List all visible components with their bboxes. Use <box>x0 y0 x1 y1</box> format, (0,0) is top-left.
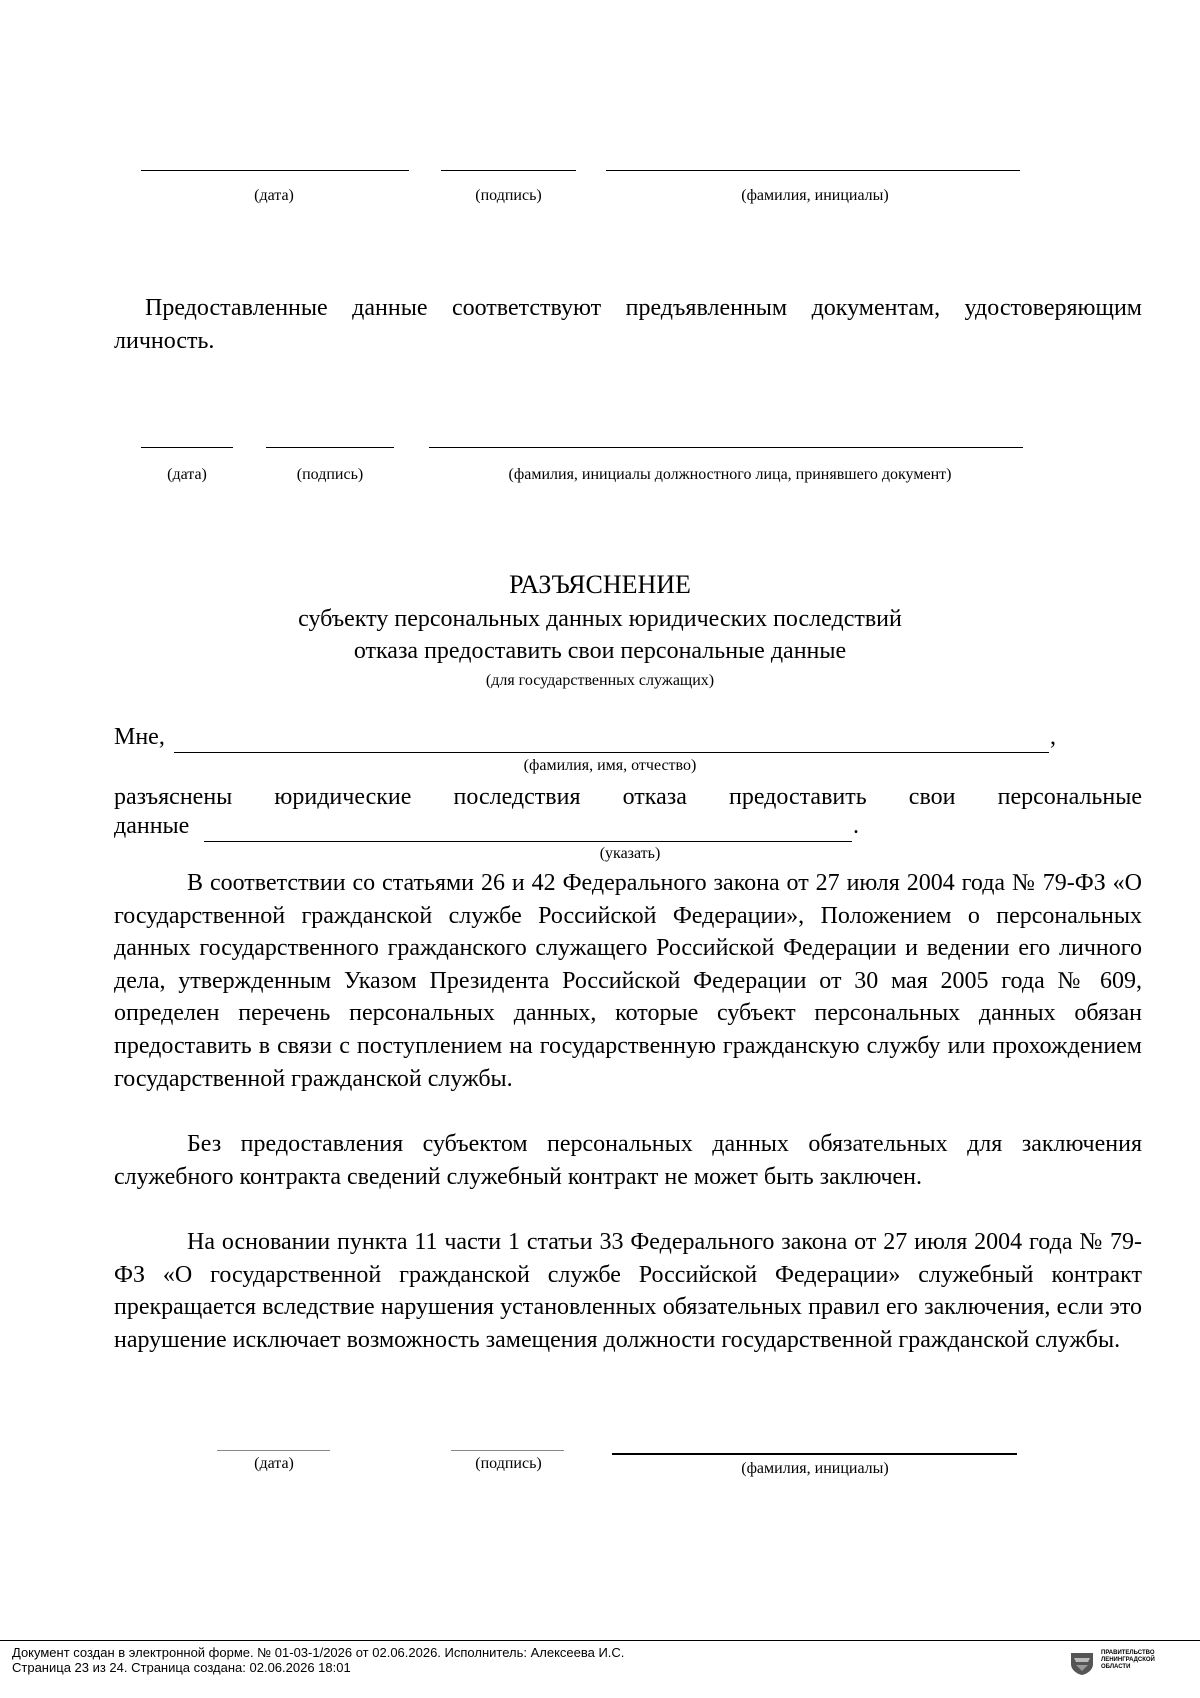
verification-text: Предоставленные данные соответствуют предъявленным документам, удостоверяющим личность. <box>114 295 1142 354</box>
document-subtitle-note: (для государственных служащих) <box>485 672 715 689</box>
data-label: данные <box>114 813 190 839</box>
footer-rule <box>0 1640 1200 1641</box>
footer <box>12 1645 624 1675</box>
data-specify-line <box>204 841 852 842</box>
me-label: Мне, <box>114 724 165 750</box>
paragraph-1: В соответствии со статьями 26 и 42 Федерального закона от 27 июля 2004 года № 79-ФЗ «О государственной гражданской службе Российской Федерации», Положением о персональных данных государственного гражданского служащего Российской Федерации и ведении его личного дела, утвержденным Указом Президента Российской Федерации от 30 мая 2005 года № 609, определен перечень персональных данных, которые субъект персональных данных обязан предоставить в связи с поступлением на государственную гражданскую службу или прохождением государственной гражданской службы. <box>114 870 1142 1092</box>
name-caption: (фамилия, инициалы) <box>741 187 889 204</box>
coat-of-arms-icon <box>1069 1650 1095 1676</box>
document-subtitle-2: отказа предоставить свои персональные данные <box>353 638 847 664</box>
date-caption: (дата) <box>167 466 207 483</box>
fio-caption: (фамилия, имя, отчество) <box>523 757 697 774</box>
government-logo <box>1069 1650 1161 1676</box>
paragraph-3: На основании пункта 11 части 1 статьи 33 Федерального закона от 27 июля 2004 года № 79-ФЗ «О государственной гражданской службе Российской Федерации» служебный контракт прекращается вследствие нарушения установленных обязательных правил его заключения, если это нарушение исключает возможность замещения должности государственной гражданской службы. <box>114 1229 1142 1353</box>
signature-line <box>441 170 576 171</box>
paragraph-2: Без предоставления субъектом персональных данных обязательных для заключения служебного контракта сведений служебный контракт не может быть заключен. <box>114 1131 1142 1190</box>
date-caption: (дата) <box>254 187 294 204</box>
footer-line-2: Страница 23 из 24. Страница создана: 02.06.2026 18:01 <box>12 1660 351 1675</box>
date-caption: (дата) <box>254 1455 294 1472</box>
name-line <box>612 1453 1017 1455</box>
name-caption: (фамилия, инициалы) <box>741 1460 889 1477</box>
date-line <box>141 447 233 448</box>
signature-line <box>451 1450 564 1451</box>
footer-line-1: Документ создан в электронной форме. № 01-03-1/2026 от 02.06.2026. Исполнитель: Алексеева И.С. <box>12 1645 625 1660</box>
data-period: . <box>853 813 859 839</box>
official-name-caption: (фамилия, инициалы должностного лица, принявшего документ) <box>508 466 952 483</box>
logo-text: ПРАВИТЕЛЬСТВО ЛЕНИНГРАДСКОЙ ОБЛАСТИ <box>1101 1650 1155 1670</box>
explained-line <box>114 781 1142 814</box>
date-line <box>217 1450 330 1451</box>
specify-caption: (указать) <box>599 845 661 862</box>
date-line <box>141 170 409 171</box>
name-line <box>606 170 1020 171</box>
document-subtitle-1: субъекту персональных данных юридических последствий <box>298 606 902 632</box>
signature-line <box>266 447 394 448</box>
explained-text: разъяснены юридические последствия отказа предоставить свои персональные <box>114 784 1142 810</box>
signature-caption: (подпись) <box>475 187 542 204</box>
fio-line <box>174 752 1049 753</box>
name-line <box>429 447 1023 448</box>
signature-caption: (подпись) <box>475 1455 542 1472</box>
me-comma: , <box>1050 724 1056 750</box>
signature-caption: (подпись) <box>296 466 364 483</box>
document-title: РАЗЪЯСНЕНИЕ <box>509 570 691 599</box>
